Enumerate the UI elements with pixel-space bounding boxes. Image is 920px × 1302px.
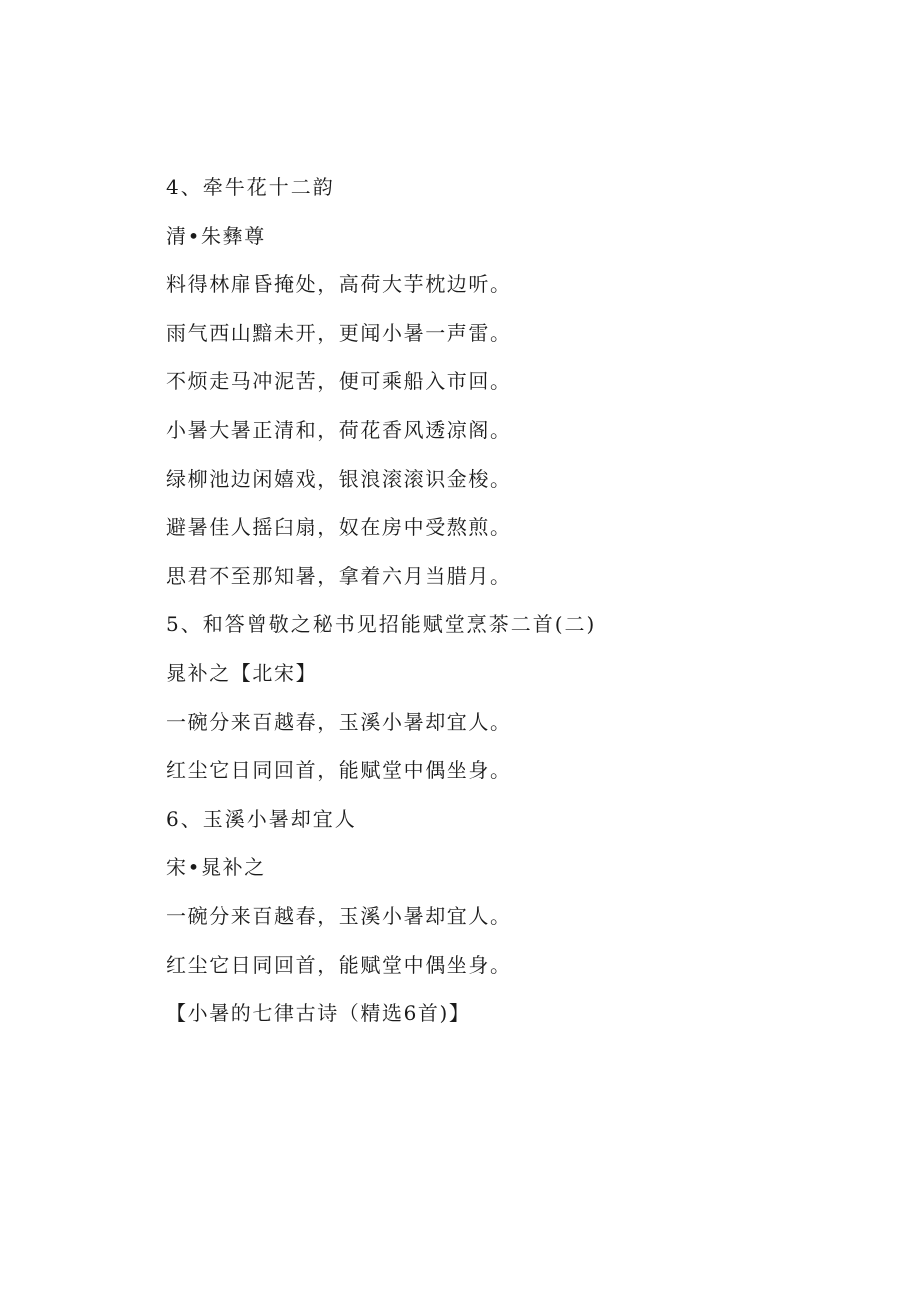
- poem-line: 绿柳池边闲嬉戏，银浪滚滚识金梭。: [166, 466, 512, 491]
- poem-title-4: 4、牵牛花十二韵: [166, 175, 335, 199]
- poem-line: 避暑佳人摇臼扇，奴在房中受熬煎。: [166, 515, 512, 540]
- poem-line: 一碗分来百越春，玉溪小暑却宜人。: [166, 709, 512, 734]
- poem-title-5: 5、和答曾敬之秘书见招能赋堂烹茶二首(二): [166, 612, 597, 637]
- document-body: [166, 166, 866, 1041]
- poem-title-6: 6、玉溪小暑却宜人: [166, 806, 357, 831]
- poem-line: 雨气西山黯未开，更闻小暑一声雷。: [166, 320, 512, 345]
- poem-line: 不烦走马冲泥苦，便可乘船入市回。: [166, 369, 512, 394]
- poem-line: 红尘它日同回首，能赋堂中偶坐身。: [166, 758, 512, 783]
- poem-line: 思君不至那知暑，拿着六月当腊月。: [166, 563, 512, 588]
- poem-line: 红尘它日同回首，能赋堂中偶坐身。: [166, 952, 512, 977]
- poem-line: 料得林扉昏掩处，高荷大芋枕边听。: [166, 272, 512, 297]
- poem-author-6: 宋•晁补之: [166, 855, 266, 880]
- poem-line: 一碗分来百越春，玉溪小暑却宜人。: [166, 903, 512, 928]
- poem-author-5: 晁补之【北宋】: [166, 660, 318, 685]
- poem-author-4: 清•朱彝尊: [166, 223, 266, 248]
- poem-line: 小暑大暑正清和，荷花香风透凉阁。: [166, 417, 512, 442]
- section-heading: 【小暑的七律古诗（精选6首)】: [166, 1001, 471, 1026]
